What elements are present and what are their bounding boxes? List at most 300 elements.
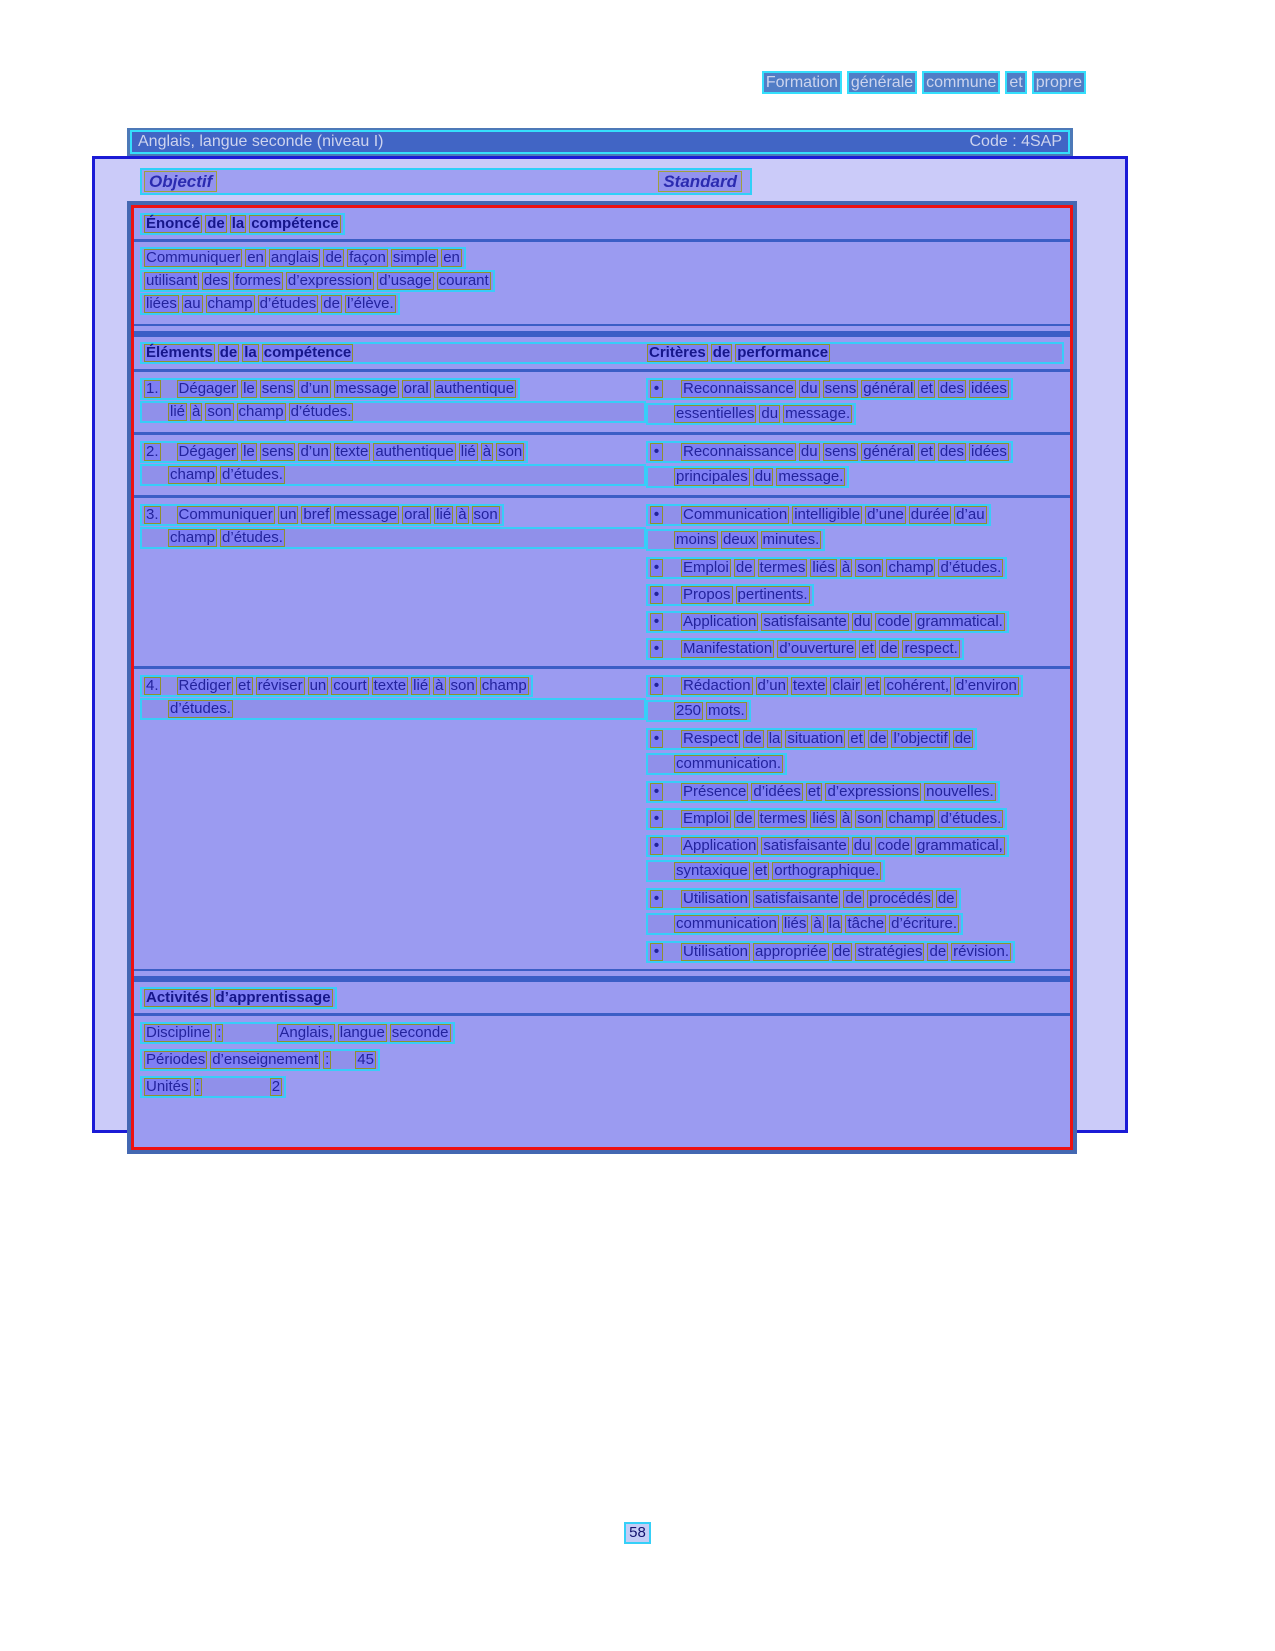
criterion-line [674,702,747,720]
word-box: liés [812,559,835,576]
word-box: de [833,943,851,960]
word-box: d’expressions [827,783,920,800]
objective-panel [92,156,1128,1133]
word-box: principales [676,468,748,485]
item-number: 1. [146,380,159,397]
line-box [140,441,528,463]
line-box [140,1022,455,1044]
criteres-cell [646,441,1064,489]
activites-header-text [144,989,333,1007]
word-box: de [954,730,972,747]
line-box [140,675,533,697]
element-line [177,443,525,461]
word-box: des [939,380,965,397]
criterion-line [681,783,996,801]
word-box: Formation [762,71,842,94]
colon: : [195,1078,200,1095]
word-box: syntaxique [676,862,748,879]
word-box: tâche [847,915,885,932]
word-box: message. [778,468,844,485]
word-box: satisfaisante [763,613,847,630]
word-box: le [243,380,255,397]
word-box: et [866,677,880,694]
element-cell [140,441,646,487]
bullet-icon: • [650,586,663,604]
word-box: propre [1032,71,1086,94]
word-box: 250 [676,702,702,719]
word-box: à [192,403,201,420]
word-box: de [869,730,887,747]
line-box [140,213,345,235]
word-box: son [498,443,523,460]
line-box [646,888,961,910]
word-box: communication. [676,755,782,772]
word-box: de [880,640,898,657]
element-line [168,700,233,718]
word-box: champ [481,677,527,694]
criterion-line [681,677,1019,695]
word-box: d’études. [940,810,1002,827]
word-box: d’études. [222,466,283,483]
word-box: nouvelles. [926,783,994,800]
word-box: Éléments [146,344,213,361]
word-box: révision. [953,943,1010,960]
criterion-line [674,915,959,933]
competence-table [127,201,1077,1154]
info-label [144,1051,320,1069]
word-box: commune [922,71,1000,94]
word-box: d’environ [956,677,1017,694]
competence-table-red-frame [131,205,1073,1150]
criterion-line [681,810,1003,828]
word-box: son [207,403,232,420]
line-box [646,700,751,722]
word-box: de [323,295,340,312]
word-box: stratégies [857,943,923,960]
word-box: procédés [869,890,931,907]
word-box: et [920,443,933,460]
colon: : [325,1051,330,1068]
element-line [168,466,285,484]
word-box: Unités [146,1078,189,1095]
table-row [134,435,1070,495]
word-box: champ [207,295,253,312]
word-box: code [877,837,910,854]
criterion-line [674,531,821,549]
word-box: d’un [300,380,329,397]
word-box: à [841,810,851,827]
word-box: authentique [435,380,515,397]
criterion-item [646,675,1064,723]
word-box: du [853,837,871,854]
word-box: Activités [146,989,209,1006]
word-box: à [813,915,822,932]
element-line [168,529,285,547]
criteres-cell [646,675,1064,963]
word-box: des [939,443,965,460]
word-box: formes [235,272,281,289]
word-box: message [335,380,397,397]
word-box: et [238,677,251,694]
word-box: seconde [391,1024,449,1041]
word-box: liés [783,915,807,932]
section-divider [134,969,1070,982]
word-box: d’études [259,295,317,312]
bullet-icon: • [650,640,663,658]
word-box: utilisant [146,272,197,289]
running-header [700,71,1086,94]
word-box: Application [683,613,757,630]
line-box [646,728,977,750]
word-box: sens [261,443,294,460]
course-code: Code : 4SAP [969,133,1062,150]
word-box: d’écriture. [891,915,957,932]
objectif-standard-row [140,168,1125,195]
bullet-icon: • [650,506,663,524]
word-box: lié [413,677,429,694]
word-box: champ [170,466,216,483]
word-box: compétence [263,344,352,361]
item-number: 4. [146,677,159,694]
line-box [646,675,1023,697]
word-box: général [863,380,914,397]
word-box: d’études. [170,700,231,717]
word-box: anglais [270,249,319,266]
enonce-line [144,249,462,267]
item-number: 2. [146,443,159,460]
activites-body [134,1016,1070,1103]
word-box: code [877,613,910,630]
word-box: termes [759,810,806,827]
table-bottom-space [134,1103,1070,1147]
info-value [277,1024,450,1042]
criteres-cell [646,504,1064,660]
criterion-item [646,557,1064,579]
section-divider [134,324,1070,337]
word-box: essentielles [676,405,755,422]
bullet-icon: • [650,890,663,908]
criterion-line [681,890,957,908]
word-box: champ [888,559,934,576]
bullet-icon: • [650,783,663,801]
line-box [646,638,964,660]
word-box: en [443,249,460,266]
word-box: d’études. [940,559,1002,576]
word-box: Anglais, [279,1024,333,1041]
bullet-icon: • [650,443,663,461]
word-box: liés [812,810,835,827]
activites-header-row [134,982,1070,1013]
word-box: générale [847,71,917,94]
objectif-label: Objectif [144,171,217,192]
line-box [646,808,1007,830]
bullet-icon: • [650,810,663,828]
line-box [140,527,646,549]
word-box: lié [170,403,186,420]
criterion-item [646,611,1064,633]
line-box [646,913,963,935]
line-box [646,781,1000,803]
word-box: d’au [956,506,985,523]
line-box [140,401,646,423]
line-box [140,464,646,486]
word-box: de [845,890,863,907]
word-box: du [754,468,772,485]
word-box: oral [403,380,429,397]
word-box: authentique [375,443,454,460]
word-box: général [863,443,914,460]
word-box: situation [787,730,844,747]
word-box: pertinents. [737,586,808,603]
word-box: un [309,677,327,694]
word-box: l’objectif [893,730,948,747]
word-box: satisfaisante [755,890,839,907]
line-box [646,941,1015,963]
word-box: Respect [683,730,739,747]
word-box: son [473,506,498,523]
word-box: du [853,613,871,630]
word-box: au [183,295,201,312]
word-box: bref [303,506,330,523]
word-box: Dégager [178,443,237,460]
bullet-icon: • [650,559,663,577]
word-box: son [450,677,475,694]
criterion-line [681,380,1009,398]
enonce-header-row [134,208,1070,239]
criterion-line [681,506,987,524]
line-box [646,860,885,882]
word-box: d’ouverture [779,640,855,657]
word-box: le [243,443,255,460]
line-box [646,584,814,606]
word-box: texte [373,677,407,694]
word-box: de [219,344,238,361]
word-box: compétence [251,215,339,232]
line-box [646,466,849,488]
word-box: réviser [257,677,303,694]
word-box: texte [335,443,369,460]
word-box: idées [971,443,1007,460]
word-box: en [247,249,264,266]
word-box: Communiquer [178,506,273,523]
word-box: 45 [357,1051,374,1068]
criterion-item [646,638,1064,660]
word-box: la [828,915,841,932]
line-box [646,403,856,425]
line-box [140,504,504,526]
criteres-header-text [647,344,830,362]
word-box: d’études. [222,529,283,546]
word-box: deux [723,531,756,548]
criterion-line [674,468,845,486]
line-box [140,270,495,292]
word-box: Périodes [146,1051,206,1068]
word-box: un [279,506,297,523]
criterion-item [646,888,1064,936]
element-cell [140,504,646,550]
word-box: d’un [757,677,786,694]
word-box: clair [832,677,860,694]
info-value [270,1078,282,1096]
word-box: appropriée [755,943,827,960]
word-box: Rédaction [683,677,751,694]
enonce-line [144,295,396,313]
word-box: intelligible [794,506,861,523]
word-box: à [841,559,851,576]
course-title: Anglais, langue seconde (niveau I) [138,133,384,150]
word-box: Utilisation [683,890,749,907]
word-box: et [1005,71,1026,94]
word-box: lié [436,506,452,523]
word-box: idées [971,380,1007,397]
criterion-item [646,504,1064,552]
criterion-line [681,613,1005,631]
elements-header-cell [144,344,644,362]
word-box: Rédiger [178,677,232,694]
word-box: du [800,443,818,460]
word-box: minutes. [762,531,820,548]
criterion-line [681,730,973,748]
criterion-line [681,443,1009,461]
word-box: d’expression [287,272,373,289]
line-box [646,611,1009,633]
standard-label: Standard [658,171,742,192]
word-box: Reconnaissance [683,443,794,460]
word-box: Propos [683,586,731,603]
line-box [140,342,1064,364]
word-box: de [937,890,955,907]
word-box: mots. [708,702,745,719]
bullet-icon: • [650,677,663,695]
bullet-icon: • [650,613,663,631]
word-box: respect. [904,640,958,657]
line-box [646,378,1013,400]
line-box [140,247,466,269]
criterion-item [646,728,1064,776]
word-box: l’élève. [346,295,394,312]
criterion-line [681,640,960,658]
word-box: courant [438,272,489,289]
course-header-bar [127,128,1073,156]
table-row [134,669,1070,969]
word-box: communication [676,915,777,932]
elements-header-text [144,344,353,362]
word-box: la [768,730,781,747]
enonce-body [134,242,1070,324]
word-box: durée [910,506,950,523]
criterion-item [646,781,1064,803]
word-box: d’enseignement [212,1051,319,1068]
word-box: d’idées [753,783,801,800]
info-label [144,1024,212,1042]
word-box: la [231,215,245,232]
word-box: Critères [649,344,706,361]
word-box: lié [460,443,476,460]
word-box: champ [170,529,216,546]
criterion-line [681,559,1003,577]
word-box: Emploi [683,810,729,827]
bullet-icon: • [650,943,663,961]
line-box [140,987,337,1009]
word-box: court [333,677,367,694]
word-box: Communiquer [146,249,241,266]
enonce-line [144,272,491,290]
info-value [355,1051,376,1069]
word-box: de [325,249,343,266]
word-box: champ [238,403,284,420]
criterion-line [681,586,810,604]
word-box: grammatical. [917,613,1003,630]
course-header-line-box [130,130,1070,154]
bullet-icon: • [650,837,663,855]
line-box [646,557,1007,579]
column-header-row [134,337,1070,369]
word-box: langue [339,1024,385,1041]
table-row [134,372,1070,432]
criteres-cell [646,378,1064,426]
criterion-item [646,808,1064,830]
line-box [140,1049,380,1071]
word-box: Dégager [178,380,237,397]
word-box: façon [349,249,386,266]
word-box: à [482,443,492,460]
word-box: performance [737,344,829,361]
criterion-line [674,862,881,880]
word-box: texte [792,677,826,694]
word-box: d’apprentissage [215,989,331,1006]
word-box: de [735,559,753,576]
word-box: moins [676,531,717,548]
word-box: de [745,730,762,747]
element-cell [140,378,646,424]
word-box: Présence [683,783,747,800]
item-number: 3. [146,506,159,523]
word-box: Énoncé [146,215,201,232]
word-box: grammatical, [917,837,1003,854]
criterion-item [646,584,1064,606]
word-box: Utilisation [683,943,749,960]
word-box: et [920,380,933,397]
word-box: simple [392,249,437,266]
element-line [168,403,353,421]
line-box [140,698,646,720]
word-box: son [857,810,882,827]
bullet-icon: • [650,730,663,748]
word-box: de [735,810,753,827]
objectif-standard-line-box [140,168,752,195]
page-number: 58 [624,1522,651,1544]
line-box [646,529,825,551]
word-box: message. [785,405,851,422]
criterion-line [681,943,1011,961]
word-box: sens [824,380,857,397]
word-box: à [458,506,467,523]
word-box: sens [261,380,294,397]
table-row [134,498,1070,666]
word-box: Emploi [683,559,729,576]
line-box [646,835,1009,857]
element-cell [140,675,646,721]
word-box: termes [759,559,806,576]
colon: : [217,1024,222,1041]
word-box: d’un [300,443,329,460]
criterion-line [674,405,852,423]
word-box: de [929,943,947,960]
word-box: orthographique. [774,862,880,879]
word-box: la [244,344,257,361]
element-line [177,506,500,524]
word-box: champ [888,810,934,827]
